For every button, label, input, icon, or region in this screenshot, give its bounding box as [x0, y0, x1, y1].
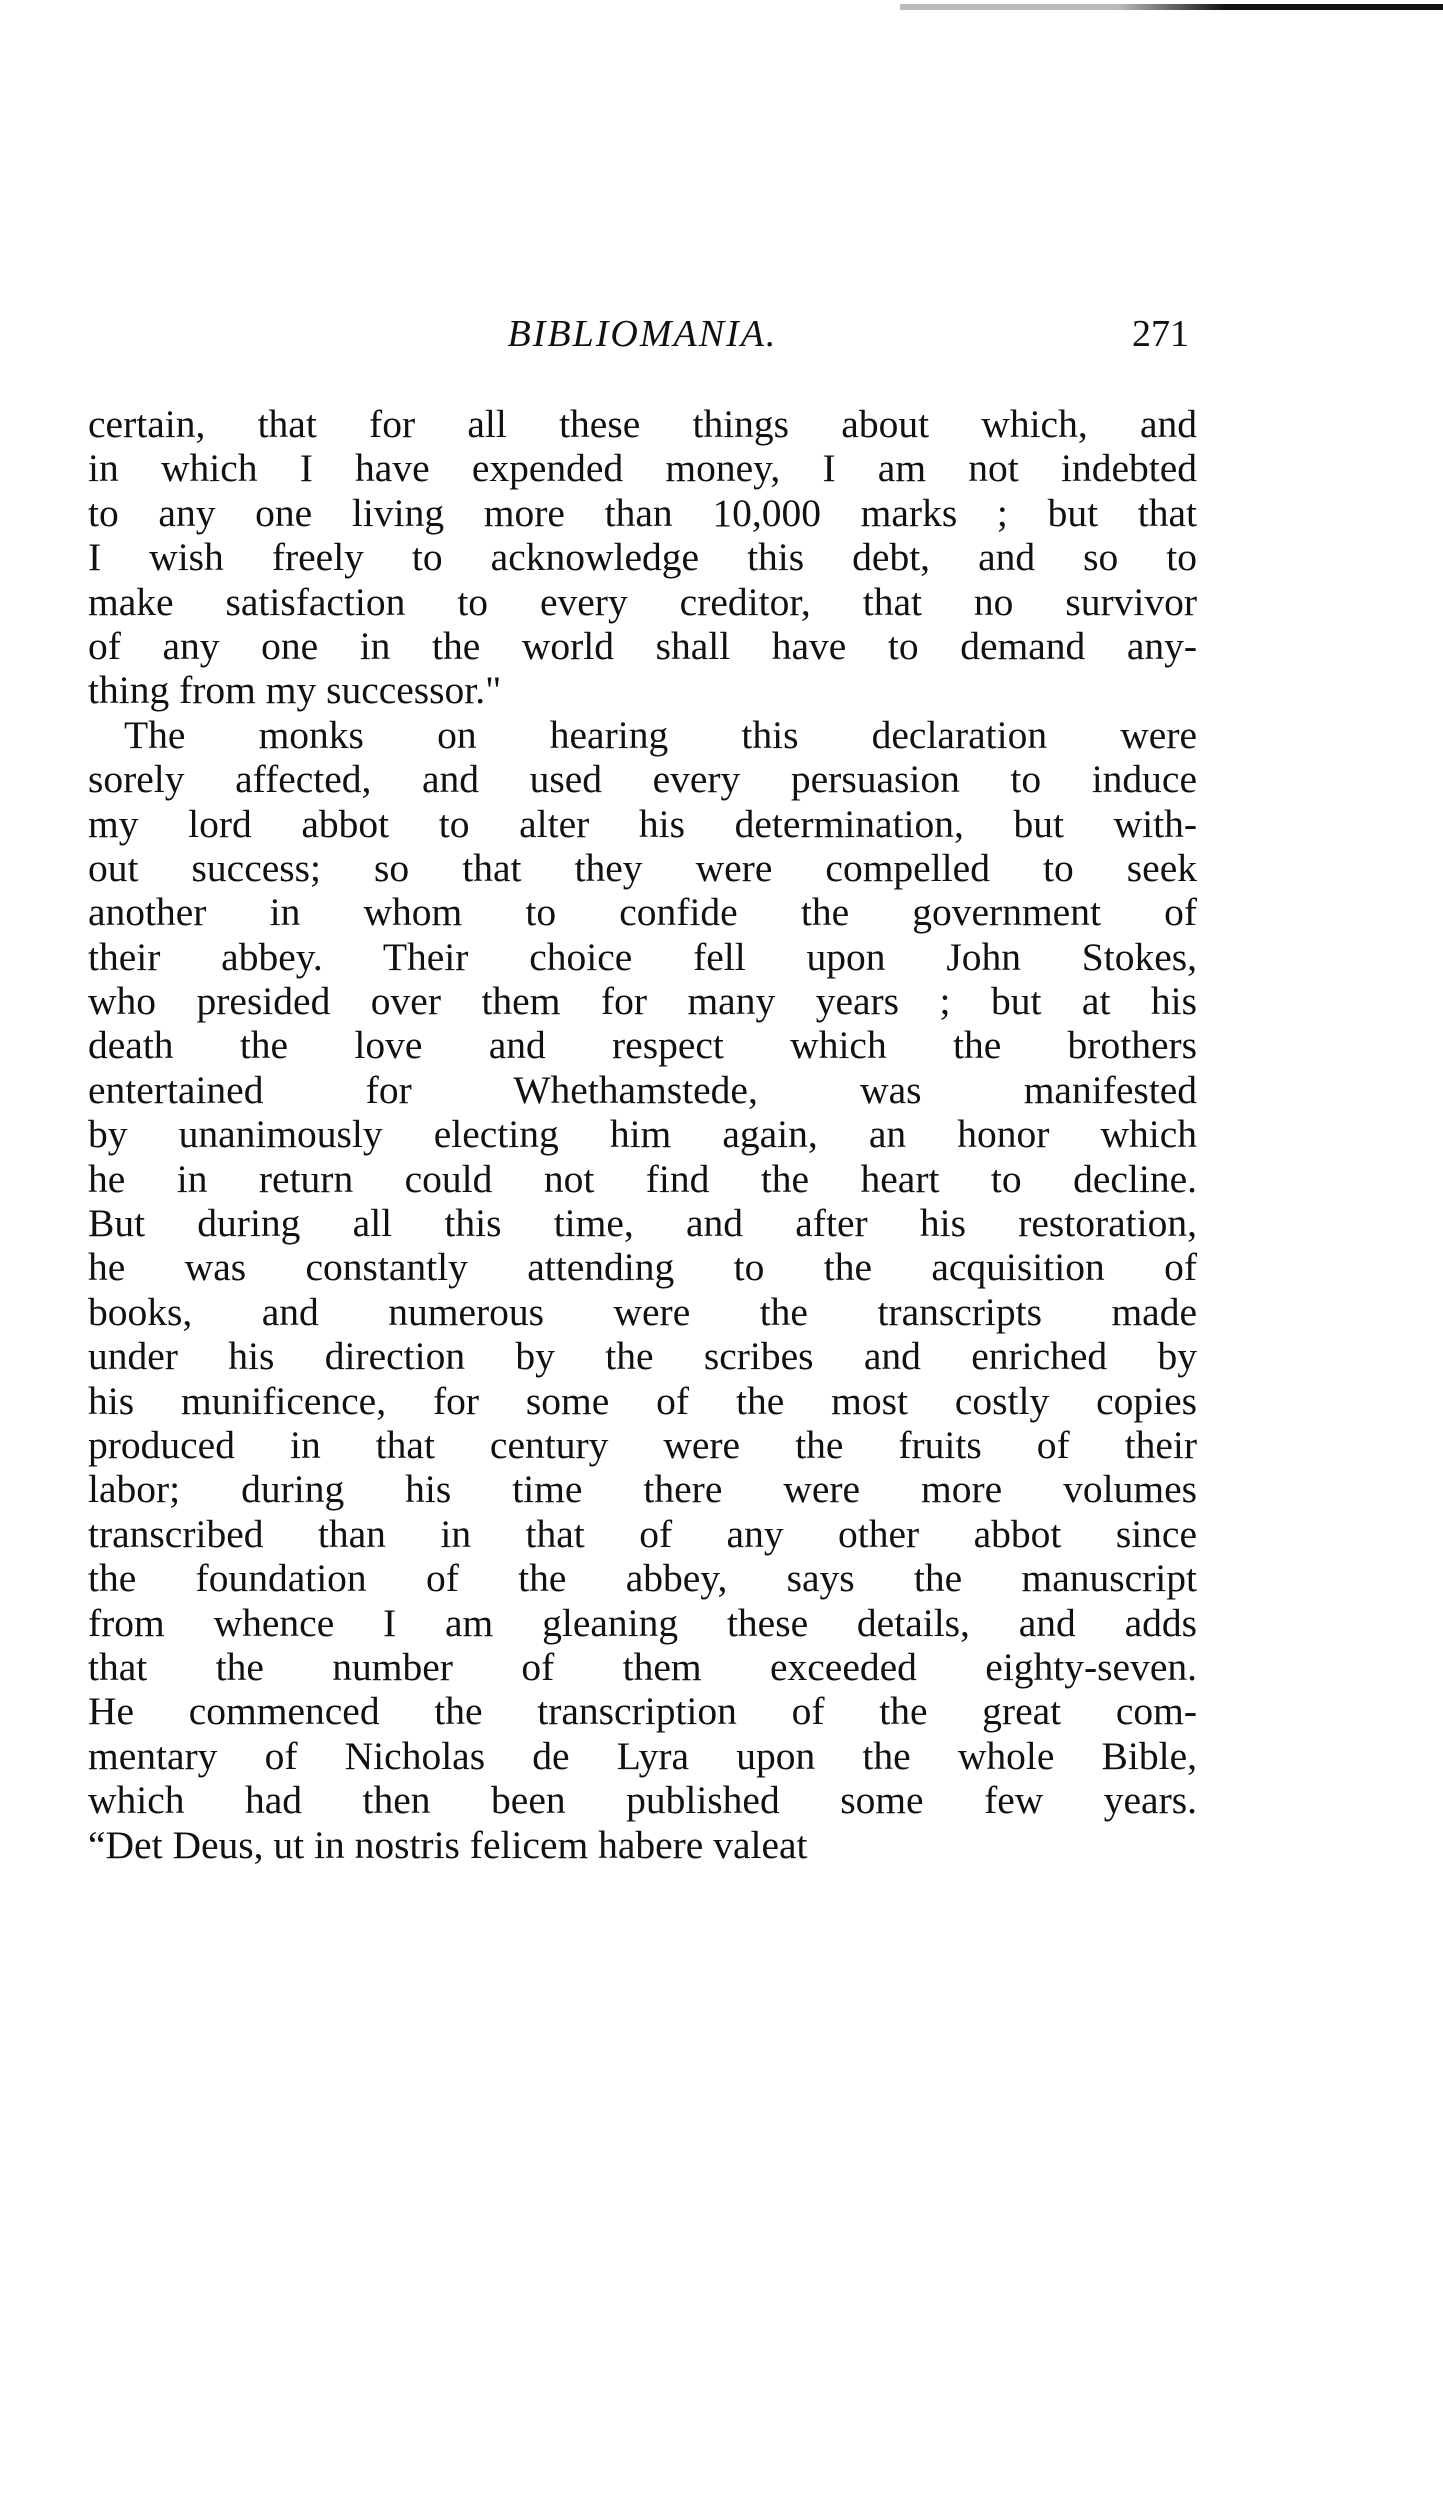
- text-line: under his direction by the scribes and enriched by: [88, 1334, 1197, 1379]
- text-line: “Det Deus, ut in nostris felicem habere valeat: [88, 1822, 808, 1867]
- text-line: my lord abbot to alter his determination, but with-: [88, 801, 1197, 846]
- text-line: who presided over them for many years ; but at his: [88, 979, 1197, 1024]
- text-line: make satisfaction to every creditor, that no survivor: [88, 579, 1197, 624]
- text-line: their abbey. Their choice fell upon John Stokes,: [88, 934, 1197, 979]
- text-line: his munificence, for some of the most costly copies: [88, 1378, 1197, 1423]
- text-line: the foundation of the abbey, says the manuscript: [88, 1556, 1197, 1601]
- text-line: entertained for Whethamstede, was manifested: [88, 1067, 1197, 1112]
- text-line: certain, that for all these things about which, and: [88, 402, 1197, 446]
- text-line: sorely affected, and used every persuasion to induce: [88, 757, 1197, 802]
- text-line: I wish freely to acknowledge this debt, and so to: [88, 535, 1197, 580]
- text-line: labor; during his time there were more volumes: [88, 1467, 1197, 1512]
- page-number: 271: [1132, 313, 1189, 355]
- text-line: out success; so that they were compelled to seek: [88, 845, 1197, 890]
- page-header: [88, 312, 1197, 362]
- text-line: from whence I am gleaning these details, and adds: [88, 1600, 1197, 1645]
- text-line: in which I have expended money, I am not indebted: [88, 446, 1197, 491]
- body-text: [88, 402, 1197, 1867]
- text-line: transcribed than in that of any other abbot since: [88, 1511, 1197, 1556]
- text-line: another in whom to confide the government of: [88, 890, 1197, 935]
- text-line: he in return could not find the heart to decline.: [88, 1156, 1197, 1201]
- text-line: The monks on hearing this declaration were: [124, 712, 1197, 757]
- text-line: He commenced the transcription of the great com-: [88, 1689, 1197, 1734]
- text-line: mentary of Nicholas de Lyra upon the whole Bible,: [88, 1733, 1197, 1778]
- text-line: to any one living more than 10,000 marks ; but that: [88, 490, 1197, 535]
- running-title: BIBLIOMANIA.: [507, 313, 778, 355]
- text-line: which had then been published some few years.: [88, 1778, 1197, 1823]
- text-line: books, and numerous were the transcripts made: [88, 1289, 1197, 1334]
- text-line: death the love and respect which the brothers: [88, 1023, 1197, 1068]
- text-line: But during all this time, and after his restoration,: [88, 1201, 1197, 1246]
- text-line: he was constantly attending to the acquisition of: [88, 1245, 1197, 1290]
- text-line: by unanimously electing him again, an honor which: [88, 1112, 1197, 1157]
- text-line: of any one in the world shall have to demand any-: [88, 623, 1197, 668]
- text-line: thing from my successor.": [88, 668, 502, 713]
- text-line: produced in that century were the fruits of their: [88, 1422, 1197, 1467]
- text-line: that the number of them exceeded eighty-seven.: [88, 1644, 1197, 1689]
- page-edge-line: [900, 4, 1443, 10]
